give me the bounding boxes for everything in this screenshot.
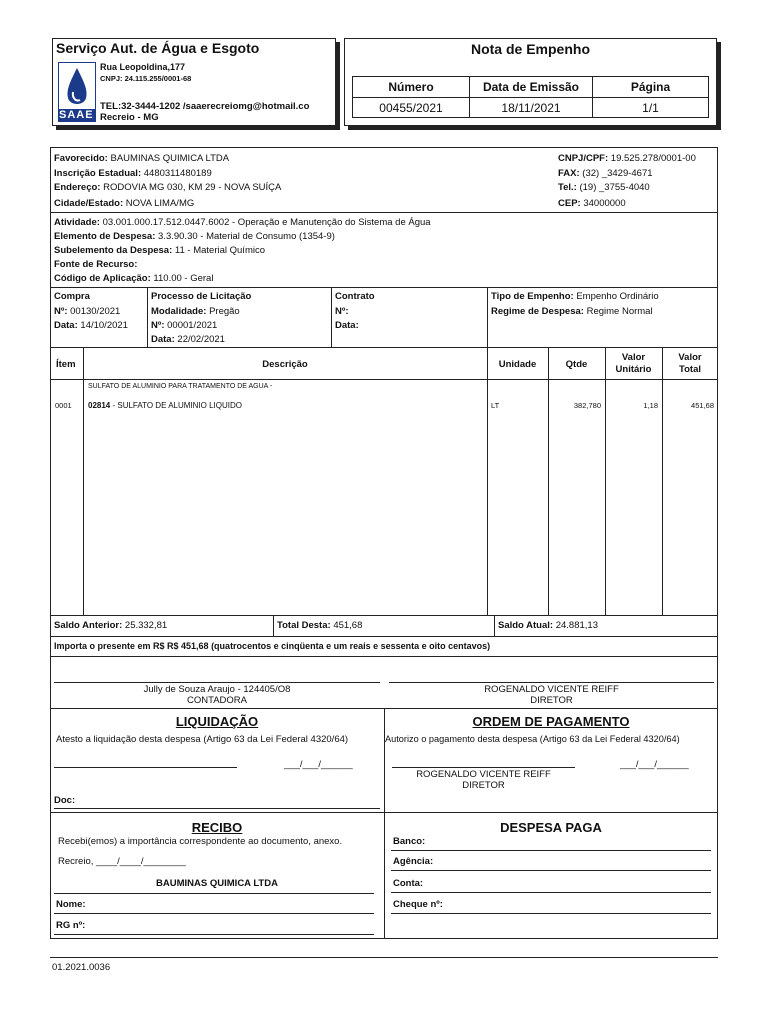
despesa-agencia: Agência: [393, 856, 434, 867]
cep: CEP: 34000000 [558, 198, 626, 209]
processo-label: Processo de Licitação [151, 291, 252, 302]
cnpj-cpf: CNPJ/CPF: 19.525.278/0001-00 [558, 153, 696, 164]
numero-label: Número [388, 80, 434, 94]
despesa-banco: Banco: [393, 836, 426, 847]
assinatura-diretor: ROGENALDO VICENTE REIFF [484, 684, 619, 695]
issuer-address: Rua Leopoldina,177 [100, 62, 186, 72]
issuer-cnpj: CNPJ: 24.115.255/0001-68 [100, 74, 192, 83]
ordem-text: Autorizo o pagamento desta despesa (Artigo 63 da Lei Federal 4320/64) [385, 734, 680, 744]
logo-text: SAAE [59, 109, 94, 121]
ordem-nome: ROGENALDO VICENTE REIFF [416, 769, 551, 780]
ordem-date: ___/___/______ [620, 759, 689, 770]
atividade: Atividade: 03.001.000.17.512.0447.6002 - Operação e Manutenção do Sistema de Água [54, 217, 431, 228]
recibo-nome: Nome: [56, 899, 86, 910]
col-valor-unit-2: Unitário [615, 364, 652, 375]
row-total: 451,68 [691, 401, 714, 410]
assinatura-contadora-cargo: CONTADORA [187, 695, 247, 706]
col-qtde: Qtde [565, 359, 588, 370]
issuer-tel: TEL:32-3444-1202 /saaerecreiomg@hotmail.co [100, 101, 310, 112]
contrato-label: Contrato [335, 291, 375, 302]
row-unit: 1,18 [643, 401, 658, 410]
processo-numero: Nº: 00001/2021 [151, 320, 218, 331]
elemento-despesa: Elemento de Despesa: 3.3.90.30 - Material de Consumo (1354-9) [54, 231, 335, 242]
importa-texto: Importa o presente em R$ R$ 451,68 (quatrocentos e cinqüenta e um reais e sessenta e oito centavos) [54, 641, 491, 651]
col-item: Ítem [56, 359, 76, 370]
favorecido: Favorecido: BAUMINAS QUIMICA LTDA [54, 153, 230, 164]
liquidacao-date: ___/___/______ [284, 759, 353, 770]
total-desta: Total Desta: 451,68 [277, 620, 363, 631]
col-valor-unit-1: Valor [621, 352, 646, 363]
recibo-title: RECIBO [191, 820, 243, 835]
compra-numero: Nº: 00130/2021 [54, 306, 121, 317]
row-qtde: 382,780 [573, 401, 601, 410]
nota-title: Nota de Empenho [470, 41, 590, 57]
fonte-recurso: Fonte de Recurso: [54, 259, 138, 270]
cidade-estado: Cidade/Estado: NOVA LIMA/MG [54, 198, 195, 209]
footer-code: 01.2021.0036 [52, 962, 111, 973]
fax: FAX: (32) _3429-4671 [558, 168, 653, 179]
tipo-empenho: Tipo de Empenho: Empenho Ordinário [491, 291, 659, 302]
recibo-text: Recebi(emos) a importância correspondente ao documento, anexo. [58, 836, 343, 847]
saldo-atual: Saldo Atual: 24.881,13 [498, 620, 598, 631]
col-valor-total-2: Total [679, 364, 701, 375]
contrato-data: Data: [335, 320, 359, 331]
col-unidade: Unidade [498, 359, 537, 370]
compra-label: Compra [54, 291, 90, 302]
data-value: 18/11/2021 [501, 101, 561, 115]
row-item: 0001 [55, 401, 72, 410]
row-descricao: 02814 - SULFATO DE ALUMINIO LIQUIDO [88, 401, 242, 410]
despesa-title: DESPESA PAGA [500, 820, 602, 835]
numero-value: 00455/2021 [379, 101, 443, 115]
regime-despesa: Regime de Despesa: Regime Normal [491, 306, 653, 317]
endereco: Endereço: RODOVIA MG 030, KM 29 - NOVA SUÍÇA [54, 182, 282, 193]
assinatura-contadora: Jully de Souza Araujo - 124405/O8 [143, 684, 291, 695]
liquidacao-title: LIQUIDAÇÃO [175, 714, 259, 729]
row-unidade: LT [491, 401, 500, 410]
modalidade: Modalidade: Pregão [151, 306, 240, 317]
contrato-numero: Nº: [335, 306, 349, 317]
issuer-name: Serviço Aut. de Água e Esgoto [56, 40, 260, 56]
col-valor-total-1: Valor [678, 352, 702, 363]
codigo-aplicacao: Código de Aplicação: 110.00 - Geral [54, 273, 214, 284]
compra-data: Data: 14/10/2021 [54, 320, 128, 331]
ordem-title: ORDEM DE PAGAMENTO [472, 714, 630, 729]
inscricao-estadual: Inscrição Estadual: 4480311480189 [54, 168, 212, 179]
issuer-city: Recreio - MG [100, 112, 159, 123]
liquidacao-doc: Doc: [54, 795, 76, 806]
assinatura-diretor-cargo: DIRETOR [530, 695, 573, 706]
recibo-empresa: BAUMINAS QUIMICA LTDA [156, 878, 278, 889]
saldo-anterior: Saldo Anterior: 25.332,81 [54, 620, 168, 631]
liquidacao-text: Atesto a liquidação desta despesa (Artigo 63 da Lei Federal 4320/64) [56, 734, 349, 745]
data-label: Data de Emissão [482, 80, 580, 94]
despesa-conta: Conta: [393, 878, 424, 889]
pagina-label: Página [630, 80, 671, 94]
processo-data: Data: 22/02/2021 [151, 334, 225, 345]
despesa-cheque: Cheque nº: [393, 899, 443, 910]
col-descricao: Descrição [262, 359, 308, 370]
telefone: Tel.: (19) _3755-4040 [558, 182, 650, 193]
ordem-cargo: DIRETOR [462, 780, 505, 791]
item-group-note: SULFATO DE ALUMINIO PARA TRATAMENTO DE AGUA - [88, 383, 273, 390]
recibo-recreio: Recreio, ____/____/________ [58, 856, 186, 867]
recibo-rg: RG nº: [56, 920, 86, 931]
pagina-value: 1/1 [642, 101, 659, 115]
subelemento-despesa: Subelemento da Despesa: 11 - Material Químico [54, 245, 266, 256]
